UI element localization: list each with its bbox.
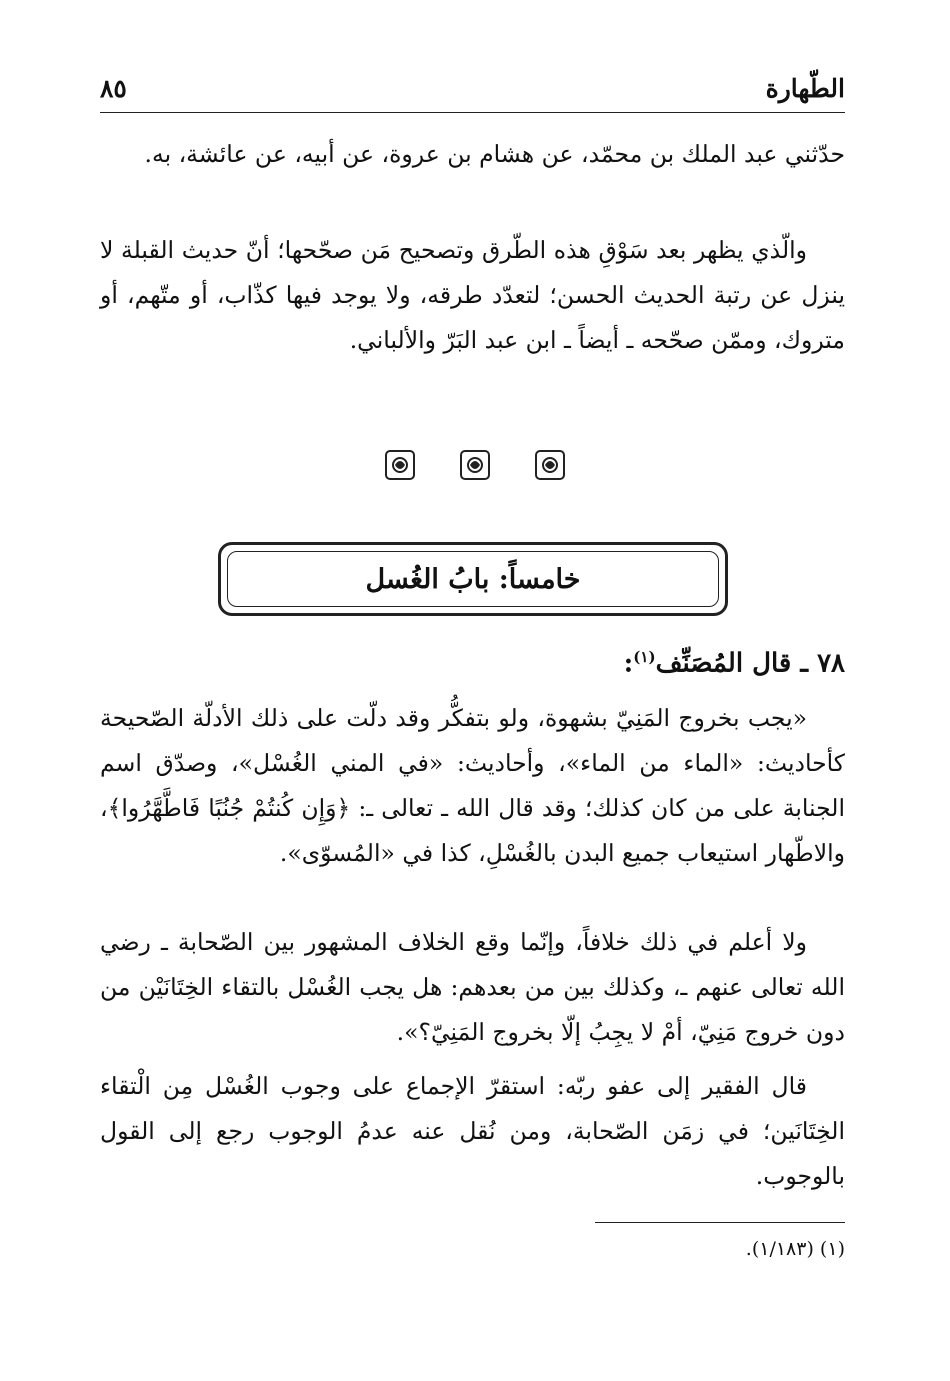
footnote-rule <box>595 1222 845 1223</box>
running-title: الطّهارة <box>765 74 845 103</box>
floral-ornament-icon <box>385 450 415 480</box>
section-title: خامساً: بابُ الغُسل <box>227 551 719 607</box>
item-heading <box>624 648 845 679</box>
section-title-frame <box>218 542 728 616</box>
item-heading-colon: : <box>623 648 634 679</box>
floral-ornament-icon <box>460 450 490 480</box>
floral-ornament-icon <box>535 450 565 480</box>
footnote: (١) (١/١٨٣). <box>745 1238 845 1260</box>
paragraph-disagreement: ولا أعلم في ذلك خلافاً، وإنّما وقع الخلاف المشهور بين الصّحابة ـ رضي الله تعالى عنهم ـ، وكذلك بين من بعدهم: هل يجب الغُسْل بالتقاء الخِتَانَيْن من دون خروج مَنِيّ، أمْ لا يجِبُ إلّا بخروج المَنِيّ؟». <box>100 928 845 1046</box>
item-heading-label: ٧٨ ـ قال المُصَنِّف <box>655 648 845 679</box>
footnote-reference[interactable]: (١) <box>633 648 656 666</box>
paragraph-author-comment: قال الفقير إلى عفو ربّه: استقرّ الإجماع على وجوب الغُسْل مِن الْتقاء الخِتَانَين؛ في زمَن الصّحابة، ومن نُقل عنه عدمُ الوجوب رجع إلى القول بالوجوب. <box>100 1072 845 1190</box>
page-number: ٨٥ <box>100 74 127 103</box>
paragraph-quote: «يجب بخروج المَنِيّ بشهوة، ولو بتفكُّر وقد دلّت على ذلك الأدلّة الصّحيحة كأحاديث: «الماء من الماء»، وأحاديث: «في المني الغُسْل»، وصدّق اسم الجنابة على من كان كذلك؛ وقد قال الله ـ تعالى ـ: ﴿وَإِن كُنتُمْ جُنُبًا فَاطَّهَّرُوا﴾، والاطّهار استيعاب جميع البدن بالغُسْلِ، كذا في «المُسوّى». <box>100 704 845 867</box>
section-divider-ornaments <box>0 450 950 484</box>
page-header <box>100 72 845 108</box>
paragraph-conclusion: والّذي يظهر بعد سَوْقِ هذه الطّرق وتصحيح مَن صحّحها؛ أنّ حديث القبلة لا ينزل عن رتبة الحديث الحسن؛ لتعدّد طرقه، ولا يوجد فيها كذّاب، أو متّهم، أو متروك، وممّن صحّحه ـ أيضاً ـ ابن عبد البَرّ والألباني. <box>100 236 845 354</box>
header-rule <box>100 112 845 113</box>
paragraph-isnad: حدّثني عبد الملك بن محمّد، عن هشام بن عروة، عن أبيه، عن عائشة، به. <box>144 140 845 168</box>
